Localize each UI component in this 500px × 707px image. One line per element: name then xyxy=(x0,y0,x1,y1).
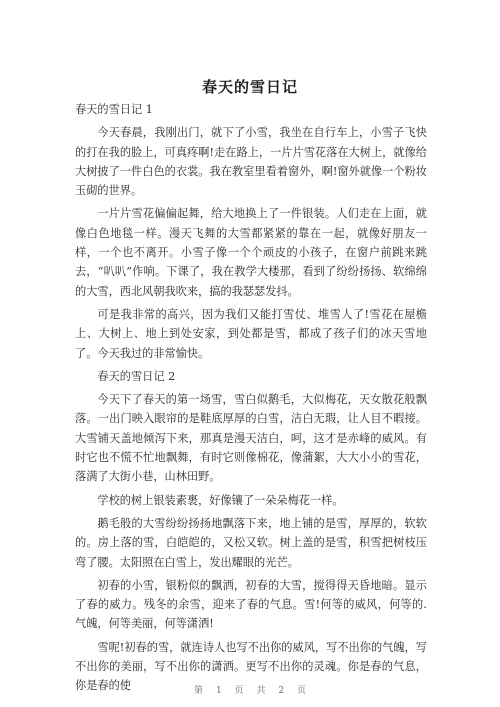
footer-page-label: 第 xyxy=(194,686,204,696)
document-title: 春天的雪日记 xyxy=(201,78,298,96)
footer-total-pages: 2 xyxy=(278,686,285,696)
paragraph: 一片片雪花偏偏起舞，给大地换上了一件银装。人们走在上面，就像白色地毯一样。漫天飞舞的大雪都紧紧的靠在一起，就像好朋友一样，一个也不离开。小雪子像一个个顽皮的小孩子，在窗户前跳来跳去，“叭叭”作响。下课了，我在教学大楼那，看到了纷纷扬扬、软绵绵的大雪，西北风朝我吹来，搞的我瑟瑟发抖。 xyxy=(75,207,427,298)
paragraph: 学校的树上银装素裹，好像镶了一朵朵梅花一样。 xyxy=(97,493,344,507)
document-body xyxy=(75,100,427,700)
paragraph: 今天春晨，我刚出门，就下了小雪，我坐在自行车上，小雪子飞快的打在我的脸上，可真疼啊!走在路上，一片片雪花落在大树上，就像给大树披了一件白色的衣裳。我在教室里看着窗外，啊!窗外就像一个粉妆玉砌的世界。 xyxy=(75,126,427,198)
paragraph: 雪呢!初春的雪，就连诗人也写不出你的威风，写不出你的气魄，写不出你的美丽，写不出你的潇洒。更写不出你的灵魂。你是春的气息，你是春的使 xyxy=(75,640,427,693)
paragraph: 初春的小雪，银粉似的飘洒，初春的大雪，搅得得天昏地暗。显示了春的威力。残冬的余雪，迎来了春的气息。雪!何等的威风，何等的.气魄，何等美丽，何等潇洒! xyxy=(75,578,427,631)
section-heading: 春天的雪日记 2 xyxy=(97,369,176,383)
paragraph: 今天下了春天的第一场雪，雪白似鹅毛，大似梅花，天女散花般飘落。一出门映入眼帘的是鞋底厚厚的白雪，洁白无瑕，让人目不暇接。大雪铺天盖地倾泻下来，那真是漫天洁白，呵，这才是赤峰的威风。有时它也不慌不忙地飘舞，有时它则像棉花，像蒲絮，大大小小的雪花，落满了大街小巷，山林田野。 xyxy=(75,393,427,484)
footer-page-unit: 页 xyxy=(234,686,244,696)
footer-total-unit: 页 xyxy=(296,686,306,696)
paragraph: 鹅毛般的大雪纷纷扬扬地飘落下来，地上铺的是雪，厚厚的，软软的。房上落的雪，白皑皑的，又松又软。树上盖的是雪，积雪把树枝压弯了腰。太阳照在白雪上，发出耀眼的光芒。 xyxy=(75,516,427,569)
footer-current-page: 1 xyxy=(215,686,222,696)
section-heading: 春天的雪日记 1 xyxy=(75,103,153,116)
paragraph: 可是我非常的高兴，因为我们又能打雪仗、堆雪人了!雪花在屋檐上、大树上、地上到处安家，到处都是雪，都成了孩子们的冰天雪地了。今天我过的非常愉快。 xyxy=(75,307,427,360)
footer-total-label: 共 xyxy=(256,686,266,696)
page-footer xyxy=(0,683,500,696)
